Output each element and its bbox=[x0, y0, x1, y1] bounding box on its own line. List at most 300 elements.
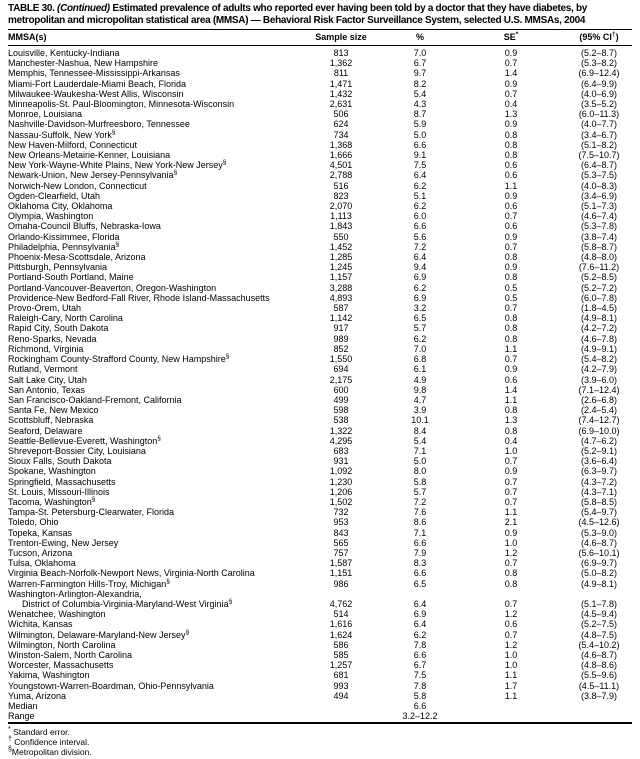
asterisk-symbol: * bbox=[8, 726, 11, 734]
metropolitan-division-marker: § bbox=[225, 353, 230, 361]
mmsa-name-cell: Springfield, Massachusetts bbox=[8, 476, 116, 487]
percent-cell: 7.1 bbox=[413, 527, 427, 538]
sample-size-cell: 2,788 bbox=[329, 170, 353, 181]
mmsa-name-cell: Santa Fe, New Mexico bbox=[8, 405, 99, 416]
confidence-interval-cell: (6.4–9.9) bbox=[580, 78, 618, 89]
mmsa-name-cell: Minneapolis-St. Paul-Bloomington, Minnesota-Wisconsin bbox=[8, 99, 235, 110]
mmsa-name-cell: Yakima, Washington bbox=[8, 670, 90, 681]
sample-size-cell: 506 bbox=[333, 109, 349, 120]
table-row bbox=[8, 58, 632, 68]
confidence-interval-cell: (5.4–10.2) bbox=[578, 639, 620, 650]
confidence-interval-cell: (5.2–8.7) bbox=[580, 48, 618, 58]
sample-size-cell: 683 bbox=[333, 445, 349, 456]
confidence-interval-cell: (6.0–7.8) bbox=[580, 292, 618, 303]
table-row bbox=[8, 670, 632, 680]
mmsa-name-cell: Orlando-Kissimmee, Florida bbox=[8, 231, 120, 242]
standard-error-cell: 0.9 bbox=[504, 48, 518, 58]
confidence-interval-cell: (4.0–8.3) bbox=[580, 180, 618, 191]
table-row bbox=[8, 344, 632, 354]
sample-size-cell: 989 bbox=[333, 333, 349, 344]
table-row bbox=[8, 558, 632, 568]
sample-size-cell: 1,245 bbox=[329, 262, 353, 273]
table-row bbox=[8, 89, 632, 99]
sample-size-cell: 1,157 bbox=[329, 272, 353, 283]
percent-cell: 6.6 bbox=[413, 568, 427, 579]
confidence-interval-cell: (4.9–8.1) bbox=[580, 313, 618, 324]
mmsa-name-cell: San Francisco-Oakland-Fremont, California bbox=[8, 394, 182, 405]
confidence-interval-cell: (7.4–12.7) bbox=[578, 415, 620, 426]
sample-size-cell: 4,295 bbox=[329, 435, 353, 446]
mmsa-name-cell: Manchester-Nashua, New Hampshire bbox=[8, 58, 159, 69]
table-row bbox=[8, 221, 632, 231]
percent-cell: 6.6 bbox=[413, 221, 427, 232]
confidence-interval-cell: (3.4–6.9) bbox=[580, 190, 618, 201]
table-row bbox=[8, 538, 632, 548]
table-row bbox=[8, 436, 632, 446]
table-row bbox=[8, 119, 632, 129]
standard-error-cell: 0.7 bbox=[504, 486, 518, 497]
confidence-interval-cell: (5.3–7.8) bbox=[580, 221, 618, 232]
table-row bbox=[8, 711, 632, 723]
table-row bbox=[8, 375, 632, 385]
standard-error-cell: 0.9 bbox=[504, 190, 518, 201]
mmsa-name-cell: Nashville-Davidson-Murfreesboro, Tennessee bbox=[8, 119, 190, 130]
sample-size-cell: 811 bbox=[333, 68, 349, 79]
confidence-interval-cell: (6.3–9.7) bbox=[580, 466, 618, 477]
table-row bbox=[8, 466, 632, 476]
percent-cell: 5.9 bbox=[413, 119, 427, 130]
sample-size-cell: 1,616 bbox=[329, 619, 353, 630]
mmsa-name-cell: Ogden-Clearfield, Utah bbox=[8, 190, 101, 201]
percent-cell: 6.2 bbox=[413, 333, 427, 344]
standard-error-cell: 0.8 bbox=[504, 323, 518, 334]
sample-size-cell bbox=[298, 711, 384, 723]
mmsa-name-cell: Phoenix-Mesa-Scottsdale, Arizona bbox=[8, 252, 146, 263]
table-header bbox=[8, 30, 632, 46]
sample-size-cell: 1,257 bbox=[329, 660, 353, 671]
confidence-interval-cell: (4.6–7.8) bbox=[580, 333, 618, 344]
sample-size-cell: 1,285 bbox=[329, 252, 353, 263]
sample-size-cell: 931 bbox=[333, 456, 349, 467]
percent-cell: 4.9 bbox=[413, 374, 427, 385]
sample-size-cell: 1,452 bbox=[329, 241, 353, 252]
table-row bbox=[8, 313, 632, 323]
standard-error-cell: 0.7 bbox=[504, 558, 518, 569]
mmsa-name-cell: Philadelphia, Pennsylvania§ bbox=[8, 240, 120, 252]
percent-cell: 7.9 bbox=[413, 547, 427, 558]
standard-error-cell: 0.8 bbox=[504, 578, 518, 589]
table-row bbox=[8, 99, 632, 109]
sample-size-cell: 953 bbox=[333, 517, 349, 528]
mmsa-name-cell: Nassau-Suffolk, New York§ bbox=[8, 128, 116, 140]
table-row bbox=[8, 252, 632, 262]
percent-cell bbox=[384, 589, 456, 599]
confidence-interval-cell: (5.1–7.3) bbox=[580, 201, 618, 212]
mmsa-name-cell: Seaford, Delaware bbox=[8, 425, 83, 436]
mmsa-name-cell: Rapid City, South Dakota bbox=[8, 323, 109, 334]
standard-error-cell: 1.1 bbox=[504, 670, 518, 681]
sample-size-cell: 813 bbox=[333, 48, 349, 58]
percent-cell: 6.9 bbox=[413, 292, 427, 303]
table-row bbox=[8, 181, 632, 191]
percent-cell: 8.4 bbox=[413, 425, 427, 436]
mmsa-name-cell: Miami-Fort Lauderdale-Miami Beach, Florida bbox=[8, 78, 187, 89]
standard-error-cell: 0.7 bbox=[504, 598, 518, 609]
table-row bbox=[8, 568, 632, 578]
percent-cell: 8.0 bbox=[413, 466, 427, 477]
table-row bbox=[8, 660, 632, 670]
sample-size-cell: 986 bbox=[333, 578, 349, 589]
confidence-interval-cell: (5.3–9.0) bbox=[580, 527, 618, 538]
percent-cell: 6.2 bbox=[413, 201, 427, 212]
table-row bbox=[8, 507, 632, 517]
percent-cell: 9.1 bbox=[413, 150, 427, 161]
table-row bbox=[8, 242, 632, 252]
confidence-interval-cell: (3.6–6.4) bbox=[580, 456, 618, 467]
table-row bbox=[8, 364, 632, 374]
standard-error-cell: 0.7 bbox=[504, 629, 518, 640]
mmsa-name-cell: Wenatchee, Washington bbox=[8, 609, 106, 620]
standard-error-cell: 0.7 bbox=[504, 58, 518, 69]
sample-size-cell: 757 bbox=[333, 547, 349, 558]
table-title-rest: Estimated prevalence of adults who reported ever having been told by a doctor that they have diabetes, by bbox=[109, 3, 588, 14]
percent-cell: 6.7 bbox=[413, 660, 427, 671]
table-row bbox=[8, 395, 632, 405]
confidence-interval-cell: (5.8–8.7) bbox=[580, 241, 618, 252]
col-ci-post: ) bbox=[615, 32, 619, 42]
percent-cell: 3.9 bbox=[413, 405, 427, 416]
percent-cell: 7.5 bbox=[413, 670, 427, 681]
standard-error-cell bbox=[456, 701, 566, 711]
footnote-metropolitan-division bbox=[8, 747, 632, 757]
sample-size-cell bbox=[298, 589, 384, 599]
footnote-text: Confidence interval. bbox=[14, 737, 90, 748]
table-row bbox=[8, 415, 632, 425]
sample-size-cell: 1,322 bbox=[329, 425, 353, 436]
standard-error-cell: 0.5 bbox=[504, 282, 518, 293]
standard-error-cell: 0.9 bbox=[504, 119, 518, 130]
col-se-label: SE bbox=[503, 32, 516, 42]
percent-cell: 6.4 bbox=[413, 170, 427, 181]
col-ci-sup: † bbox=[611, 31, 616, 38]
standard-error-cell: 1.0 bbox=[504, 660, 518, 671]
metropolitan-division-marker: § bbox=[185, 628, 190, 636]
table-row bbox=[8, 650, 632, 660]
percent-cell: 5.8 bbox=[413, 690, 427, 701]
percent-cell: 6.5 bbox=[413, 578, 427, 589]
mmsa-name-cell: Virginia Beach-Norfolk-Newport News, Virginia-North Carolina bbox=[8, 568, 255, 579]
percent-cell: 6.8 bbox=[413, 354, 427, 365]
percent-cell: 7.2 bbox=[413, 241, 427, 252]
col-mmsa: MMSA(s) bbox=[8, 30, 298, 46]
mmsa-name-cell: Provo-Orem, Utah bbox=[8, 303, 82, 314]
sample-size-cell: 1,206 bbox=[329, 486, 353, 497]
percent-cell: 6.4 bbox=[413, 598, 427, 609]
table-title-prefix: TABLE 30. bbox=[8, 3, 58, 14]
mmsa-name-cell: Washington-Arlington-Alexandria, bbox=[8, 588, 142, 599]
mmsa-name-cell: Newark-Union, New Jersey-Pennsylvania§ bbox=[8, 169, 178, 181]
standard-error-cell: 1.2 bbox=[504, 547, 518, 558]
confidence-interval-cell: (2.4–5.4) bbox=[580, 405, 618, 416]
standard-error-cell: 1.1 bbox=[504, 180, 518, 191]
table-row bbox=[8, 691, 632, 701]
standard-error-cell: 0.8 bbox=[504, 139, 518, 150]
sample-size-cell: 1,587 bbox=[329, 558, 353, 569]
mmsa-name-cell: Olympia, Washington bbox=[8, 211, 94, 222]
table-row bbox=[8, 191, 632, 201]
confidence-interval-cell: (4.7–6.2) bbox=[580, 435, 618, 446]
sample-size-cell: 1,550 bbox=[329, 354, 353, 365]
standard-error-cell: 0.6 bbox=[504, 619, 518, 630]
confidence-interval-cell: (4.0–6.9) bbox=[580, 88, 618, 99]
table-body bbox=[8, 46, 632, 724]
confidence-interval-cell bbox=[566, 711, 632, 723]
percent-cell: 6.6 bbox=[413, 537, 427, 548]
standard-error-cell: 1.3 bbox=[504, 415, 518, 426]
section-symbol: § bbox=[8, 746, 12, 754]
confidence-interval-cell: (2.6–6.8) bbox=[580, 394, 618, 405]
standard-error-cell: 0.6 bbox=[504, 201, 518, 212]
percent-cell: 5.4 bbox=[413, 435, 427, 446]
table-row bbox=[8, 548, 632, 558]
table-row bbox=[8, 589, 632, 599]
confidence-interval-cell: (4.5–12.6) bbox=[578, 517, 620, 528]
table-row bbox=[8, 150, 632, 160]
percent-cell: 5.4 bbox=[413, 88, 427, 99]
table-row bbox=[8, 232, 632, 242]
percent-cell: 6.2 bbox=[413, 180, 427, 191]
percent-cell: 8.3 bbox=[413, 558, 427, 569]
table-title-continued: (Continued) bbox=[57, 3, 110, 14]
percent-cell: 9.4 bbox=[413, 262, 427, 273]
percent-cell: 5.1 bbox=[413, 190, 427, 201]
confidence-interval-cell: (5.2–8.5) bbox=[580, 272, 618, 283]
percent-cell: 3.2–12.2 bbox=[384, 711, 456, 723]
footnote-text: Metropolitan division. bbox=[11, 747, 92, 758]
standard-error-cell: 0.7 bbox=[504, 476, 518, 487]
standard-error-cell: 1.2 bbox=[504, 609, 518, 620]
standard-error-cell: 0.6 bbox=[504, 170, 518, 181]
standard-error-cell: 0.9 bbox=[504, 364, 518, 375]
mmsa-name-cell: Wichita, Kansas bbox=[8, 619, 73, 630]
sample-size-cell: 600 bbox=[333, 384, 349, 395]
table-row bbox=[8, 109, 632, 119]
table-row bbox=[8, 323, 632, 333]
table-row bbox=[8, 334, 632, 344]
mmsa-name-cell: San Antonio, Texas bbox=[8, 384, 85, 395]
confidence-interval-cell: (4.8–8.0) bbox=[580, 252, 618, 263]
confidence-interval-cell: (3.8–7.9) bbox=[580, 690, 618, 701]
sample-size-cell: 499 bbox=[333, 394, 349, 405]
metropolitan-division-marker: § bbox=[115, 240, 120, 248]
dagger-symbol: † bbox=[8, 736, 12, 744]
sample-size-cell: 1,151 bbox=[329, 568, 353, 579]
standard-error-cell: 1.1 bbox=[504, 507, 518, 518]
metropolitan-division-marker: § bbox=[228, 597, 233, 605]
percent-cell: 10.1 bbox=[411, 415, 429, 426]
sample-size-cell: 694 bbox=[333, 364, 349, 375]
confidence-interval-cell: (4.8–8.6) bbox=[580, 660, 618, 671]
standard-error-cell bbox=[456, 589, 566, 599]
table-row bbox=[8, 599, 632, 609]
mmsa-name-cell: Louisville, Kentucky-Indiana bbox=[8, 48, 120, 58]
sample-size-cell: 852 bbox=[333, 343, 349, 354]
confidence-interval-cell: (4.3–7.2) bbox=[580, 476, 618, 487]
metropolitan-division-marker: § bbox=[91, 495, 96, 503]
standard-error-cell: 0.7 bbox=[504, 496, 518, 507]
table-row bbox=[8, 487, 632, 497]
percent-cell: 7.0 bbox=[413, 343, 427, 354]
percent-cell: 6.6 bbox=[413, 139, 427, 150]
mmsa-name-cell: Rockingham County-Strafford County, New Hampshire§ bbox=[8, 353, 230, 365]
confidence-interval-cell bbox=[566, 589, 632, 599]
percent-cell: 7.1 bbox=[413, 445, 427, 456]
table-row bbox=[8, 130, 632, 140]
standard-error-cell: 1.1 bbox=[504, 394, 518, 405]
sample-size-cell: 993 bbox=[333, 680, 349, 691]
standard-error-cell: 0.9 bbox=[504, 262, 518, 273]
standard-error-cell: 0.9 bbox=[504, 78, 518, 89]
percent-cell: 6.6 bbox=[413, 701, 427, 711]
confidence-interval-cell: (3.5–5.2) bbox=[580, 99, 618, 110]
standard-error-cell: 1.2 bbox=[504, 639, 518, 650]
standard-error-cell: 0.4 bbox=[504, 435, 518, 446]
standard-error-cell: 0.6 bbox=[504, 374, 518, 385]
table-row bbox=[8, 303, 632, 313]
confidence-interval-cell: (4.8–7.5) bbox=[580, 629, 618, 640]
table-row bbox=[8, 46, 632, 59]
percent-cell: 5.0 bbox=[413, 129, 427, 140]
footnote-standard-error bbox=[8, 727, 632, 737]
metropolitan-division-marker: § bbox=[111, 128, 116, 136]
sample-size-cell: 823 bbox=[333, 190, 349, 201]
confidence-interval-cell: (4.2–7.9) bbox=[580, 364, 618, 375]
percent-cell: 6.2 bbox=[413, 282, 427, 293]
table-row bbox=[8, 426, 632, 436]
sample-size-cell: 1,432 bbox=[329, 88, 353, 99]
standard-error-cell: 0.9 bbox=[504, 466, 518, 477]
col-percent: % bbox=[384, 30, 456, 46]
standard-error-cell: 0.8 bbox=[504, 333, 518, 344]
mmsa-name-cell: Toledo, Ohio bbox=[8, 517, 59, 528]
table-row bbox=[8, 477, 632, 487]
percent-cell: 6.5 bbox=[413, 313, 427, 324]
mmsa-name-cell: Milwaukee-Waukesha-West Allis, Wisconsin bbox=[8, 88, 184, 99]
percent-cell: 7.2 bbox=[413, 496, 427, 507]
standard-error-cell: 0.8 bbox=[504, 272, 518, 283]
sample-size-cell: 565 bbox=[333, 537, 349, 548]
standard-error-cell: 0.8 bbox=[504, 425, 518, 436]
confidence-interval-cell: (5.2–7.5) bbox=[580, 619, 618, 630]
mmsa-name-cell: Topeka, Kansas bbox=[8, 527, 73, 538]
percent-cell: 5.7 bbox=[413, 323, 427, 334]
sample-size-cell: 1,368 bbox=[329, 139, 353, 150]
standard-error-cell: 0.8 bbox=[504, 313, 518, 324]
percent-cell: 7.8 bbox=[413, 680, 427, 691]
confidence-interval-cell: (4.2–7.2) bbox=[580, 323, 618, 334]
standard-error-cell: 0.8 bbox=[504, 252, 518, 263]
mmsa-name-cell: Tucson, Arizona bbox=[8, 547, 73, 558]
percent-cell: 5.8 bbox=[413, 476, 427, 487]
confidence-interval-cell: (5.0–8.2) bbox=[580, 568, 618, 579]
percent-cell: 6.2 bbox=[413, 629, 427, 640]
confidence-interval-cell: (3.4–6.7) bbox=[580, 129, 618, 140]
percent-cell: 6.9 bbox=[413, 609, 427, 620]
mmsa-name-cell: District of Columbia-Virginia-Maryland-West Virginia§ bbox=[22, 597, 233, 609]
mmsa-name-cell: Trenton-Ewing, New Jersey bbox=[8, 537, 119, 548]
standard-error-cell: 0.6 bbox=[504, 221, 518, 232]
confidence-interval-cell: (5.4–8.2) bbox=[580, 354, 618, 365]
standard-error-cell: 1.4 bbox=[504, 68, 518, 79]
mmsa-name-cell: New York-Wayne-White Plains, New York-New Jersey§ bbox=[8, 159, 227, 171]
mmsa-name-cell: Reno-Sparks, Nevada bbox=[8, 333, 97, 344]
percent-cell: 6.7 bbox=[413, 58, 427, 69]
sample-size-cell bbox=[298, 701, 384, 711]
mmsa-name-cell: Portland-South Portland, Maine bbox=[8, 272, 134, 283]
sample-size-cell: 2,631 bbox=[329, 99, 353, 110]
mmsa-name-cell: Tulsa, Oklahoma bbox=[8, 558, 76, 569]
confidence-interval-cell: (5.8–8.5) bbox=[580, 496, 618, 507]
sample-size-cell: 1,624 bbox=[329, 629, 353, 640]
percent-cell: 9.8 bbox=[413, 384, 427, 395]
footnote-confidence-interval bbox=[8, 737, 632, 747]
confidence-interval-cell: (1.8–4.5) bbox=[580, 303, 618, 314]
percent-cell: 7.6 bbox=[413, 507, 427, 518]
sample-size-cell: 4,501 bbox=[329, 160, 353, 171]
table-title-line2: metropolitan and micropolitan statistical area (MMSA) — Behavioral Risk Factor Surveillance System, selected U.S. MMSAs, 2004 bbox=[8, 14, 586, 26]
sample-size-cell: 514 bbox=[333, 609, 349, 620]
standard-error-cell: 1.4 bbox=[504, 384, 518, 395]
confidence-interval-cell: (5.2–9.1) bbox=[580, 445, 618, 456]
mmsa-name-cell: Oklahoma City, Oklahoma bbox=[8, 201, 113, 212]
sample-size-cell: 585 bbox=[333, 649, 349, 660]
mmsa-name-cell: Portland-Vancouver-Beaverton, Oregon-Washington bbox=[8, 282, 217, 293]
table-row bbox=[8, 68, 632, 78]
table-row bbox=[8, 528, 632, 538]
table-row bbox=[8, 405, 632, 415]
standard-error-cell: 0.9 bbox=[504, 527, 518, 538]
confidence-interval-cell: (7.6–11.2) bbox=[578, 262, 620, 273]
footnote-text: Standard error. bbox=[13, 727, 70, 738]
confidence-interval-cell: (5.3–7.5) bbox=[580, 170, 618, 181]
confidence-interval-cell: (7.1–12.4) bbox=[578, 384, 620, 395]
mmsa-name-cell: Omaha-Council Bluffs, Nebraska-Iowa bbox=[8, 221, 161, 232]
confidence-interval-cell: (6.9–9.7) bbox=[580, 558, 618, 569]
confidence-interval-cell: (6.4–8.7) bbox=[580, 160, 618, 171]
standard-error-cell: 0.8 bbox=[504, 150, 518, 161]
standard-error-cell: 0.7 bbox=[504, 211, 518, 222]
confidence-interval-cell: (6.0–11.3) bbox=[578, 109, 620, 120]
table-row bbox=[8, 579, 632, 589]
confidence-interval-cell: (5.1–7.8) bbox=[580, 598, 618, 609]
mmsa-name-cell: Shreveport-Bossier City, Louisiana bbox=[8, 445, 146, 456]
sample-size-cell: 734 bbox=[333, 129, 349, 140]
mmsa-name-cell: Spokane, Washington bbox=[8, 466, 96, 477]
table-row bbox=[8, 272, 632, 282]
percent-cell: 4.7 bbox=[413, 394, 427, 405]
confidence-interval-cell: (7.5–10.7) bbox=[578, 150, 620, 161]
mmsa-name-cell: Sioux Falls, South Dakota bbox=[8, 456, 112, 467]
mmsa-name-cell: Salt Lake City, Utah bbox=[8, 374, 87, 385]
mmsa-name-cell: Warren-Farmington Hills-Troy, Michigan§ bbox=[8, 577, 170, 589]
sample-size-cell: 598 bbox=[333, 405, 349, 416]
sample-size-cell: 1,142 bbox=[329, 313, 353, 324]
sample-size-cell: 1,113 bbox=[330, 211, 352, 222]
table-row bbox=[8, 79, 632, 89]
metropolitan-division-marker: § bbox=[173, 169, 178, 177]
sample-size-cell: 2,070 bbox=[329, 201, 353, 212]
table-row bbox=[8, 517, 632, 527]
